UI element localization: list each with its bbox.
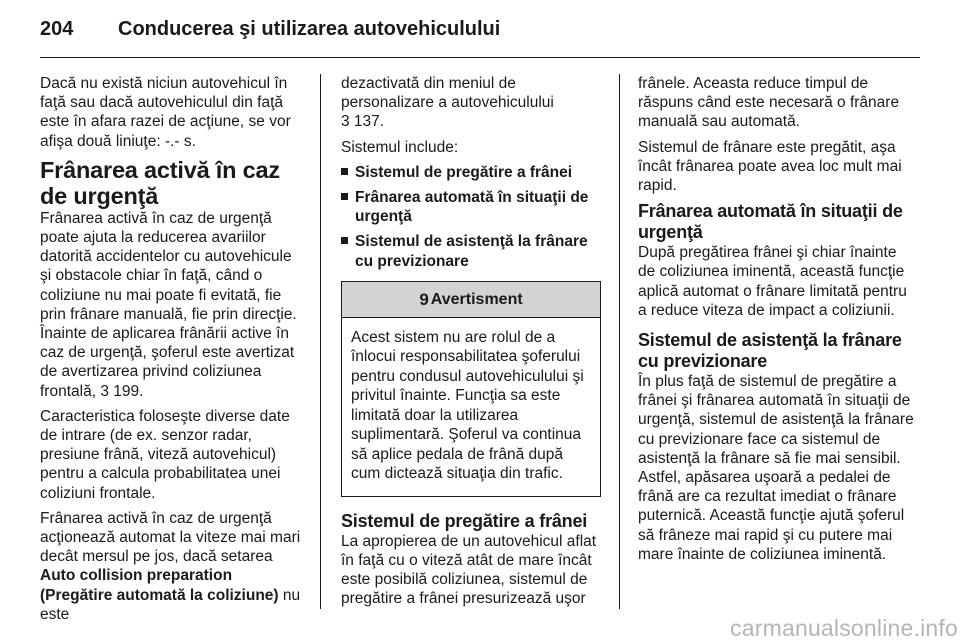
bullet-icon [341, 193, 348, 200]
setting-name: Auto collision preparation (Pregătire automată la coliziune) [40, 567, 279, 604]
page-header [40, 14, 920, 54]
watermark: carmanualsonline.info [730, 615, 958, 641]
bullet-icon [341, 237, 348, 244]
column-3 [638, 74, 918, 570]
feature-list [341, 163, 603, 271]
page-reference: 3 137. [341, 113, 385, 131]
warning-title: Avertisment [430, 290, 523, 308]
warning-header [342, 282, 600, 318]
warning-icon: 9 [419, 289, 429, 309]
paragraph: frânele. Aceasta reduce timpul de răspuns când este necesară o frânare manuală sau automată. [638, 75, 900, 131]
intro-paragraph: Dacă nu există niciun autovehicul în faţă sau dacă autovehiculul din faţă este în afara razei de acţiune, se vor afişa două liniuţe: -.- s. [40, 75, 291, 150]
column-2 [341, 74, 603, 615]
page-title: Conducerea şi utilizarea autovehiculului [118, 18, 501, 40]
paragraph: Frânarea activă în caz de urgenţă acţionează automat la viteze mai mari decât mersul pe jos, dacă setarea Auto collision preparation (Pregătire automată la coliziune) nu este [40, 509, 301, 623]
section-heading-brake-prep: Sistemul de pregătire a frânei [341, 510, 588, 531]
paragraph: După pregătirea frânei şi chiar înainte de coliziunea iminentă, această funcţie aplică automat o frânare limitată pentru a reduce viteza de impact a coliziunii. [638, 244, 907, 319]
paragraph: La apropierea de un autovehicul aflat în faţă cu o viteză atât de mare încât este posibilă coliziunea, sistemul de pregătire a frânei presurizează uşor [341, 532, 597, 608]
header-rule [40, 57, 920, 58]
column-divider [619, 74, 620, 609]
page-number: 204 [40, 18, 74, 40]
list-item: Sistemul de pregătire a frânei [341, 163, 603, 182]
list-item: Frânarea automată în situaţii de urgenţă [341, 188, 603, 226]
paragraph: În plus faţă de sistemul de pregătire a frânei şi frânarea automată în situaţii de urgenţă, sistemul de asistenţă la frânare cu previzionare face ca sistemul de asistenţă la frânare să fie mai sensibil. Astfel, apăsarea uşoară a pedalei de frână are ca rezultat imediat o frânare puternică. Această funcţie ajută şoferul să frâneze mai rapid şi cu putere mai mare înainte de coliziunea iminentă. [638, 373, 914, 563]
paragraph: Frânarea activă în caz de urgenţă poate ajuta la reducerea avariilor datorită accidentelor cu autovehicule şi obstacole chiar în faţă, când o coliziune nu mai poate fi evitată, fie prin frânare manuală, fie prin direcţie. Înainte de aplicarea frânării active în caz de urgenţă, şoferul este avertizat de avertizarea privind coliziunea frontală, 3 199. [40, 209, 297, 400]
section-heading-brake-assist: Sistemul de asistenţă la frânare cu previzionare [638, 330, 902, 372]
section-heading-automatic-braking: Frânarea automată în situaţii de urgenţă [638, 201, 903, 243]
bullet-icon [341, 168, 348, 175]
section-heading-emergency-braking: Frânarea activă în caz de urgenţă [40, 156, 280, 209]
paragraph: Sistemul include: [341, 138, 459, 156]
paragraph: Caracteristica foloseşte diverse date de intrare (de ex. senzor radar, presiune frână, viteză autovehicul) pentru a calcula probabilitatea unei coliziuni frontale. [40, 407, 290, 502]
list-item: Sistemul de asistenţă la frânare cu previzionare [341, 232, 603, 270]
paragraph: Sistemul de frânare este pregătit, aşa încât frânarea poate avea loc mult mai rapid. [638, 138, 902, 195]
paragraph: dezactivată din meniul de personalizare a autovehiculului 3 137. [341, 75, 554, 131]
warning-body: Acest sistem nu are rolul de a înlocui responsabilitatea şoferului pentru condusul autovehiculului şi privitul înainte. Funcţia sa este limitată doar la utilizarea suplimentară. Şoferul va continua să aplice pedala de frână după cum dictează situaţia din trafic. [351, 328, 584, 483]
column-divider [320, 74, 321, 609]
page-reference: 3 199. [100, 382, 144, 400]
warning-box [341, 281, 601, 497]
column-1 [40, 74, 306, 630]
